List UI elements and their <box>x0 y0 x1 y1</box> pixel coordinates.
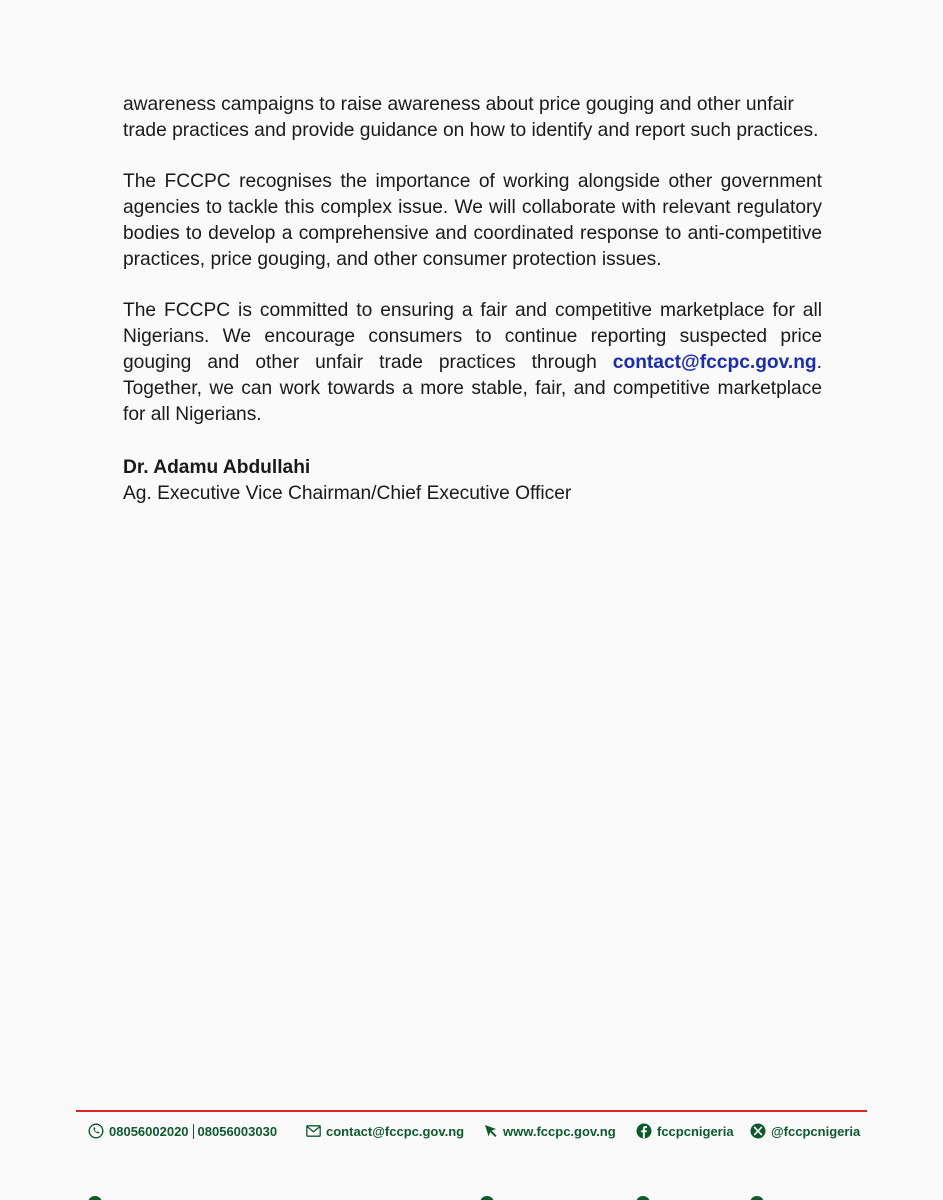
paragraph-commitment <box>123 298 822 427</box>
paragraph-awareness: awareness campaigns to raise awareness about price gouging and other unfair trade practices and provide guidance on how to identify and report such practices. <box>123 94 819 141</box>
footer-phones <box>88 1121 277 1141</box>
x-logo-icon <box>750 1123 766 1139</box>
contact-email-link[interactable]: contact@fccpc.gov.ng <box>612 351 817 373</box>
phone-separator <box>193 1124 194 1139</box>
peek-facebook-icon <box>636 1196 650 1200</box>
footer-phone-1[interactable]: 08056002020 <box>109 1123 189 1139</box>
letter-body <box>123 92 822 427</box>
footer-x <box>750 1121 860 1141</box>
footer-contacts <box>88 1121 868 1141</box>
footer-divider <box>76 1110 867 1112</box>
peek-phone-icon <box>88 1196 102 1200</box>
signatory-title: Ag. Executive Vice Chairman/Chief Executive Officer <box>123 483 572 504</box>
footer-website <box>484 1121 616 1141</box>
footer-facebook <box>636 1121 734 1141</box>
paragraph-commitment-text-start: The FCCPC is committed to ensuring a fair and competitive marketplace for all Nigerians. We encourage consumers to continue reporting suspected price gouging and other unfair trade practices through <box>123 300 822 373</box>
paragraph-collaboration: The FCCPC recognises the importance of working alongside other government agencies to tackle this complex issue. We will collaborate with relevant regulatory bodies to develop a comprehensive and coordinated response to anti-competitive practices, price gouging, and other consumer protection issues. <box>123 171 822 270</box>
mail-icon <box>306 1125 321 1137</box>
phone-icon <box>88 1123 104 1139</box>
paragraph-commitment-text-end: . Together, we can work towards a more stable, fair, and competitive marketplace for all Nigerians. <box>123 351 822 425</box>
footer-email <box>306 1121 464 1141</box>
footer-email-text[interactable]: contact@fccpc.gov.ng <box>326 1123 465 1139</box>
next-page-footer-peek <box>0 1192 943 1200</box>
footer-phone-2[interactable]: 08056003030 <box>197 1123 278 1139</box>
cursor-icon <box>484 1124 498 1138</box>
signature-block <box>123 455 571 507</box>
signatory-name: Dr. Adamu Abdullahi <box>123 457 311 478</box>
footer-website-text[interactable]: www.fccpc.gov.ng <box>503 1123 616 1139</box>
footer-x-text[interactable]: @fccpcnigeria <box>771 1123 861 1139</box>
peek-x-icon <box>750 1196 764 1200</box>
footer-facebook-text[interactable]: fccpcnigeria <box>657 1123 734 1139</box>
facebook-icon <box>636 1123 652 1139</box>
peek-cursor-icon <box>480 1196 494 1200</box>
